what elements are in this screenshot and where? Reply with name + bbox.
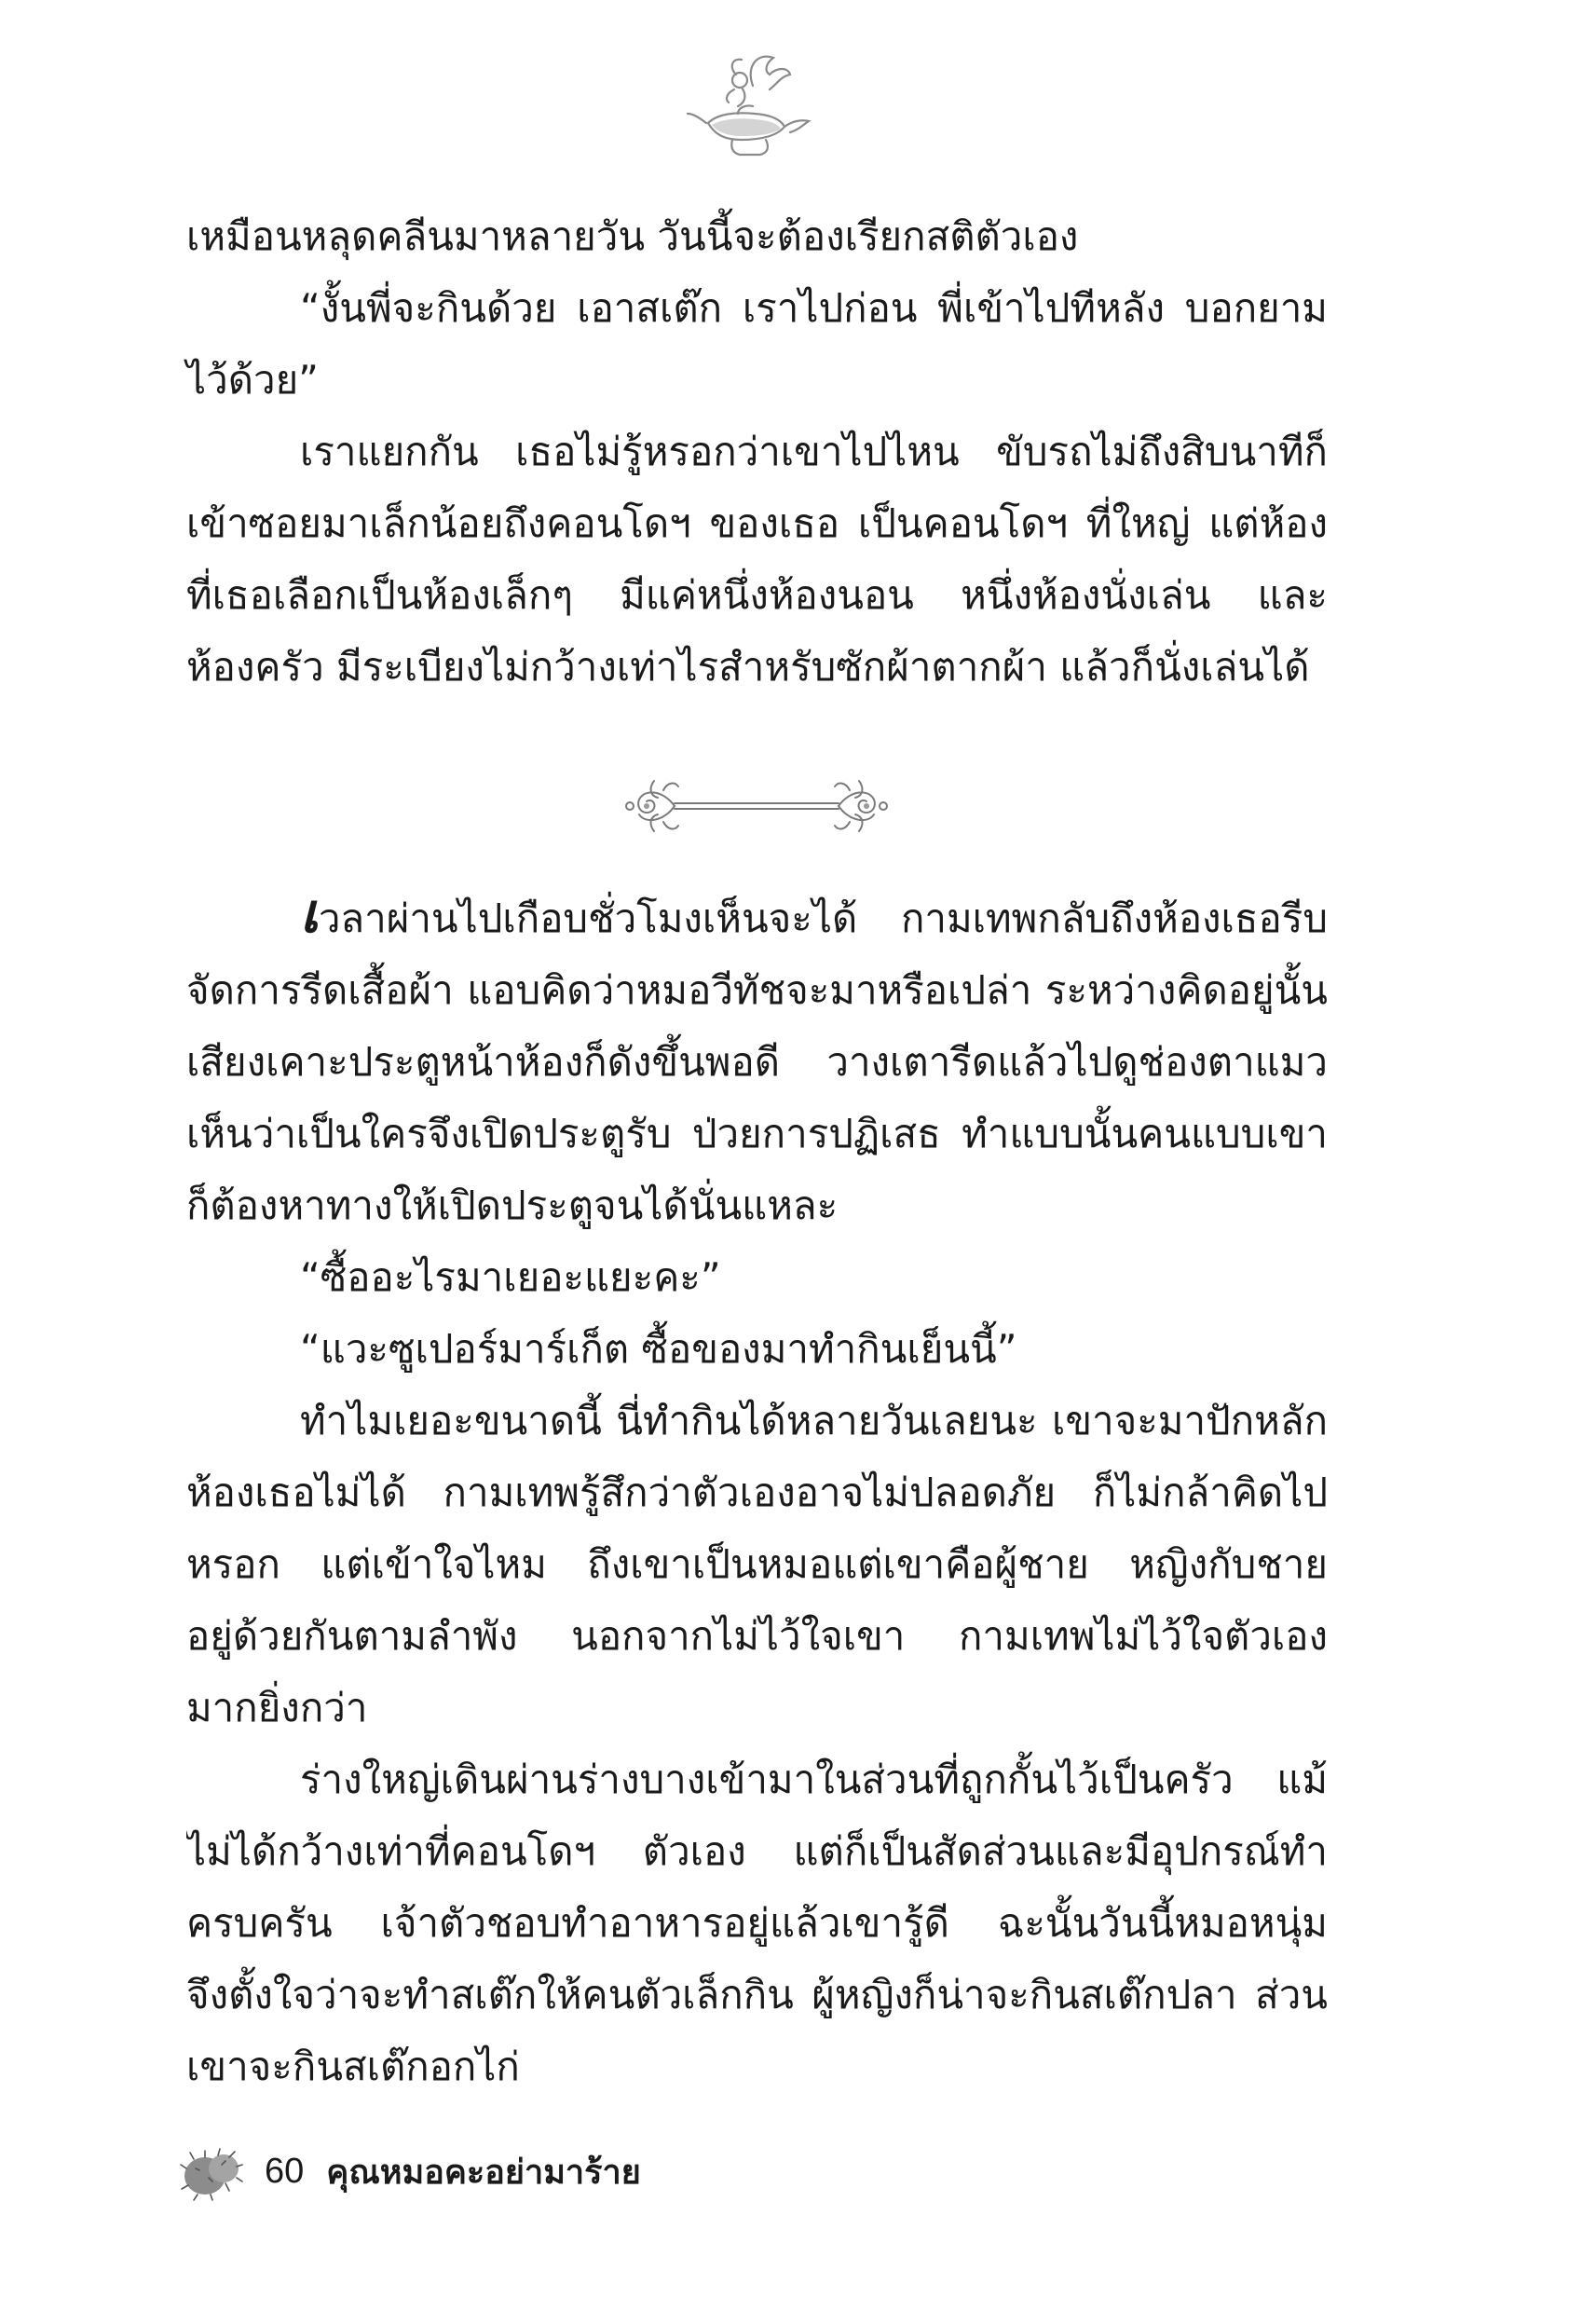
text-line: เข้าซอยมาเล็กน้อยถึงคอนโดฯ ของเธอ เป็นคอนโดฯ ที่ใหญ่ แต่ห้อง xyxy=(186,500,1328,546)
text-line: “งั้นพี่จะกินด้วย เอาสเต๊ก เราไปก่อน พี่เข้าไปทีหลัง บอกยาม xyxy=(300,285,1328,331)
text-block-bottom xyxy=(186,882,1328,2102)
text-line-drop-cap xyxy=(186,882,1328,954)
text-block-top xyxy=(186,200,1328,703)
rambutan-icon xyxy=(177,2140,244,2202)
text-line: ทำไมเยอะขนาดนี้ นี่ทำกินได้หลายวันเลยนะ เขาจะมาปักหลัก xyxy=(300,1398,1328,1443)
page-footer xyxy=(177,2139,641,2204)
text-line: ห้องครัว มีระเบียงไม่กว้างเท่าไรสำหรับซักผ้าตากผ้า แล้วก็นั่งเล่นได้ xyxy=(186,644,1310,690)
text-line: เห็นว่าเป็นใครจึงเปิดประตูรับ ป่วยการปฏิเสธ ทำแบบนั้นคนแบบเขา xyxy=(186,1111,1328,1156)
text-line: ไว้ด้วย” xyxy=(186,357,319,403)
flourish-divider-icon xyxy=(617,762,896,851)
text-line: มากยิ่งกว่า xyxy=(186,1685,368,1730)
text-line: ไม่ได้กว้างเท่าที่คอนโดฯ ตัวเอง แต่ก็เป็นสัดส่วนและมีอุปกรณ์ทำ xyxy=(186,1828,1328,1874)
text-line: “แวะซูเปอร์มาร์เก็ต ซื้อของมาทำกินเย็นนี้” xyxy=(300,1326,1017,1372)
text-line: จัดการรีดเสื้อผ้า แอบคิดว่าหมอวีทัชจะมาหรือเปล่า ระหว่างคิดอยู่นั้น xyxy=(186,967,1328,1013)
text-line: เสียงเคาะประตูหน้าห้องก็ดังขึ้นพอดี วางเตารีดแล้วไปดูช่องตาแมว xyxy=(186,1039,1328,1085)
text-line: อยู่ด้วยกันตามลำพัง นอกจากไม่ไว้ใจเขา กามเทพไม่ไว้ใจตัวเอง xyxy=(186,1613,1328,1659)
drop-cap: เ xyxy=(300,882,319,945)
text-line: เราแยกกัน เธอไม่รู้หรอกว่าเขาไปไหน ขับรถไม่ถึงสิบนาทีก็ xyxy=(300,429,1328,474)
text-line: ก็ต้องหาทางให้เปิดประตูจนได้นั่นแหละ xyxy=(186,1183,839,1228)
book-title: คุณหมอคะอย่ามาร้าย xyxy=(326,2153,641,2192)
page-number: 60 xyxy=(265,2151,305,2191)
text-line-rest: วลาผ่านไปเกือบชั่วโมงเห็นจะได้ กามเทพกลับถึงห้องเธอรีบ xyxy=(318,896,1328,941)
text-line: จึงตั้งใจว่าจะทำสเต๊กให้คนตัวเล็กกิน ผู้หญิงก็น่าจะกินสเต๊กปลา ส่วน xyxy=(186,1972,1328,2017)
text-line: ร่างใหญ่เดินผ่านร่างบางเข้ามาในส่วนที่ถูกกั้นไว้เป็นครัว แม้ xyxy=(300,1757,1328,1802)
text-line: “ซื้ออะไรมาเยอะแยะคะ” xyxy=(300,1254,721,1300)
text-line: เหมือนหลุดคลีนมาหลายวัน วันนี้จะต้องเรียกสติตัวเอง xyxy=(186,213,1079,259)
text-line: ครบครัน เจ้าตัวชอบทำอาหารอยู่แล้วเขารู้ดี ฉะนั้นวันนี้หมอหนุ่ม xyxy=(186,1900,1328,1946)
text-line: หรอก แต่เข้าใจไหม ถึงเขาเป็นหมอแต่เขาคือผู้ชาย หญิงกับชาย xyxy=(186,1541,1328,1587)
text-line: ที่เธอเลือกเป็นห้องเล็กๆ มีแค่หนึ่งห้องนอน หนึ่งห้องนั่งเล่น และ xyxy=(186,572,1328,618)
text-line: เขาจะกินสเต๊กอกไก่ xyxy=(186,2044,520,2089)
cupid-lamp-icon xyxy=(680,47,820,163)
text-line: ห้องเธอไม่ได้ กามเทพรู้สึกว่าตัวเองอาจไม่ปลอดภัย ก็ไม่กล้าคิดไป xyxy=(186,1470,1328,1515)
